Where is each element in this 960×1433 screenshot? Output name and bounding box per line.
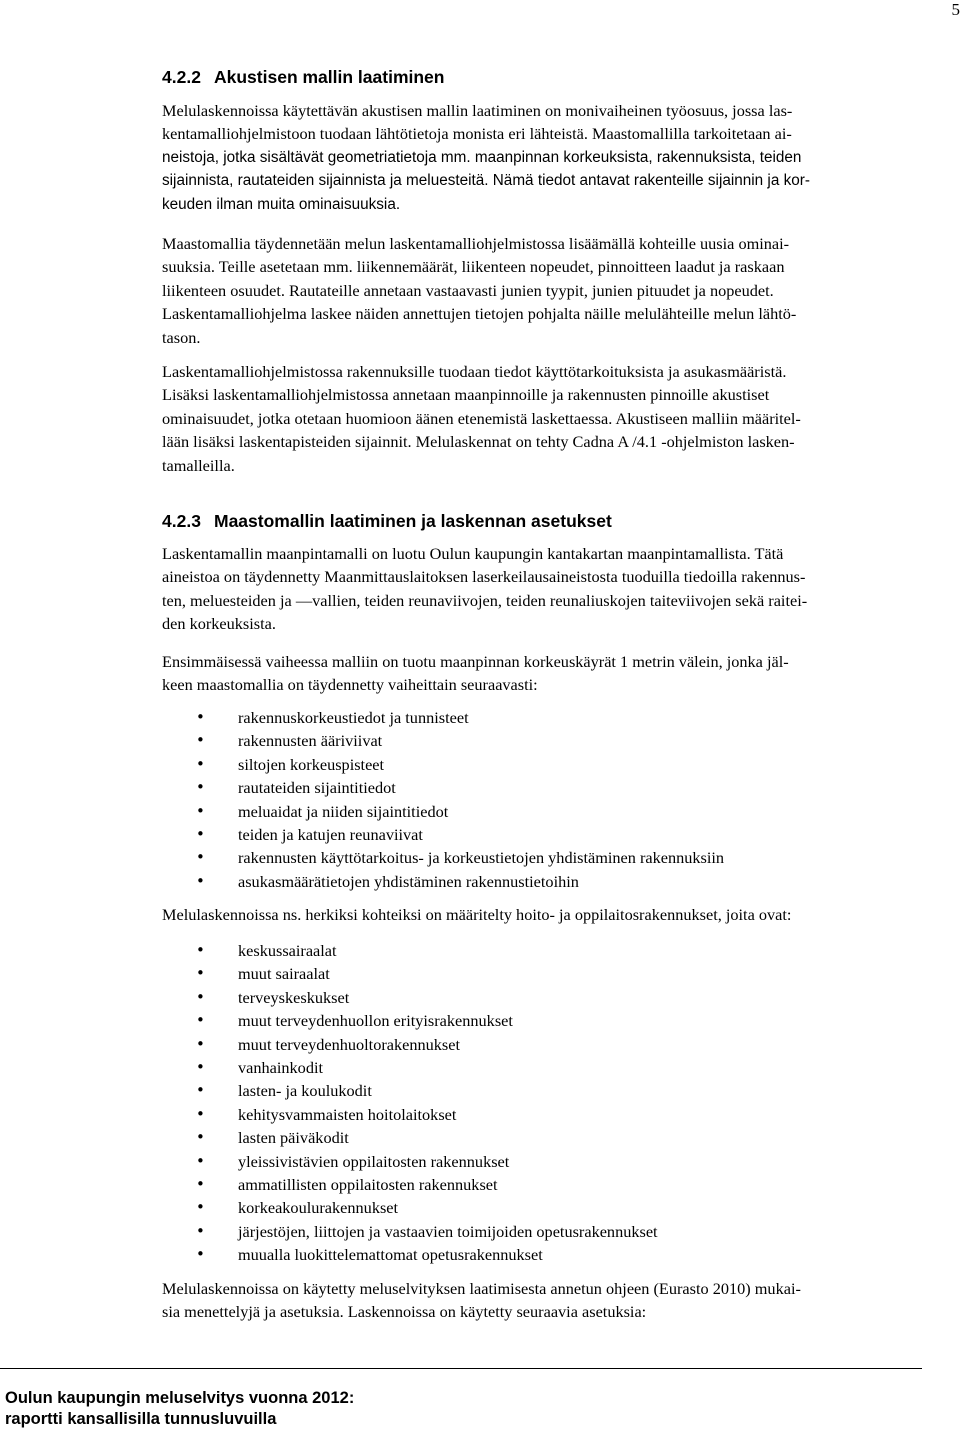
text-line: tamalleilla. bbox=[162, 455, 235, 475]
list-item-label: ammatillisten oppilaitosten rakennukset bbox=[238, 1174, 498, 1194]
text-line: Maastomallia täydennetään melun laskentamalliohjelmistossa lisäämällä kohteille uusia ominai- bbox=[162, 234, 790, 253]
list-item-label: terveyskeskukset bbox=[238, 987, 350, 1007]
list-item-label: keskussairaalat bbox=[238, 941, 337, 960]
list-item-label: yleissivistävien oppilaitosten rakennukset bbox=[238, 1151, 510, 1171]
bullet-icon: • bbox=[196, 778, 205, 797]
list-item-label: lasten päiväkodit bbox=[238, 1128, 349, 1148]
paragraph bbox=[162, 99, 960, 216]
text-line: tason. bbox=[162, 327, 201, 347]
text-line: keen maastomallia on täydennetty vaiheittain seuraavasti: bbox=[162, 675, 538, 695]
text-line: Lisäksi laskentamalliohjelmistossa annetaan maanpinnoille ja rakennusten pinnoille akustiset bbox=[162, 385, 770, 405]
bullet-icon: • bbox=[196, 754, 205, 773]
text-line: Melulaskennoissa ns. herkiksi kohteiksi on määritelty hoito- ja oppilaitosrakennukset, joita ovat: bbox=[162, 905, 792, 924]
paragraph bbox=[162, 903, 960, 926]
bullet-icon: • bbox=[196, 1245, 205, 1264]
bullet-icon: • bbox=[196, 941, 205, 959]
paragraph bbox=[162, 360, 960, 477]
bullet-icon: • bbox=[196, 1174, 205, 1193]
list-item-label: muualla luokittelemattomat opetusrakennukset bbox=[238, 1245, 543, 1265]
text-line: liikenteen osuudet. Rautateille annetaan vastaavasti junien tyypit, junien pituudet ja nopeudet. bbox=[162, 280, 774, 300]
list-item-label: siltojen korkeuspisteet bbox=[238, 754, 385, 774]
bullet-icon: • bbox=[196, 848, 205, 867]
list-item-label: muut terveydenhuoltorakennukset bbox=[238, 1034, 460, 1054]
text-line: ominaisuudet, jotka otetaan huomioon äänen etenemistä laskettaessa. Akustiseen malliin määritel- bbox=[162, 408, 801, 428]
list-item-label: kehitysvammaisten hoitolaitokset bbox=[238, 1104, 457, 1124]
bullet-icon: • bbox=[196, 1057, 205, 1076]
text-line: Laskentamalliohjelmistossa rakennuksille tuodaan tiedot käyttötarkoituksista ja asukasmääristä. bbox=[162, 362, 787, 381]
bullet-icon: • bbox=[196, 1151, 205, 1170]
footer-line: Oulun kaupungin meluselvitys vuonna 2012: bbox=[5, 1389, 355, 1407]
list-item-label: muut sairaalat bbox=[238, 964, 330, 984]
footer-line: raportti kansallisilla tunnusluvuilla bbox=[5, 1410, 277, 1428]
bullet-icon: • bbox=[196, 964, 205, 983]
list-item-label: meluaidat ja niiden sijaintitiedot bbox=[238, 801, 449, 821]
list-item-label: järjestöjen, liittojen ja vastaavien toimijoiden opetusrakennukset bbox=[238, 1221, 658, 1241]
section-heading-4-2-3 bbox=[162, 510, 612, 532]
text-line: Laskentamalliohjelma laskee näiden annettujen tietojen pohjalta näille melulähteille melun lähtö- bbox=[162, 304, 797, 324]
text-line: Melulaskennoissa käytettävän akustisen mallin laatiminen on monivaiheinen työosuus, jossa las- bbox=[162, 101, 793, 120]
paragraph bbox=[162, 1277, 960, 1324]
list-item-label: vanhainkodit bbox=[238, 1057, 324, 1077]
bullet-icon: • bbox=[196, 987, 205, 1006]
paragraph bbox=[162, 232, 960, 349]
list-item-label: rakennusten ääriviivat bbox=[238, 731, 383, 751]
list-item-label: rakennuskorkeustiedot ja tunnisteet bbox=[238, 708, 469, 727]
list-item-label: muut terveydenhuollon erityisrakennukset bbox=[238, 1011, 513, 1031]
bullet-icon: • bbox=[196, 1011, 205, 1030]
text-line: Ensimmäisessä vaiheessa malliin on tuotu maanpinnan korkeuskäyrät 1 metrin välein, jonka jäl- bbox=[162, 652, 789, 671]
section-heading-4-2-2 bbox=[162, 66, 444, 88]
text-line: Laskentamallin maanpintamalli on luotu Oulun kaupungin kantakartan maanpintamallista. Tätä bbox=[162, 544, 784, 563]
bullet-icon: • bbox=[196, 1034, 205, 1053]
list-item-label: korkeakoulurakennukset bbox=[238, 1198, 399, 1218]
bullet-icon: • bbox=[196, 1198, 205, 1217]
bullet-icon: • bbox=[196, 708, 205, 726]
text-line: den korkeuksista. bbox=[162, 614, 276, 634]
bullet-icon: • bbox=[196, 824, 205, 843]
list-item-label: lasten- ja koulukodit bbox=[238, 1081, 372, 1101]
page-footer bbox=[5, 1388, 354, 1430]
footer-divider bbox=[0, 1368, 922, 1369]
list-item-label: rautateiden sijaintitiedot bbox=[238, 778, 396, 798]
section-number: 4.2.3 bbox=[162, 511, 201, 531]
paragraph bbox=[162, 542, 960, 636]
bullet-icon: • bbox=[196, 1081, 205, 1100]
text-line: sia menettelyjä ja asetuksia. Laskennoissa on käytetty seuraavia asetuksia: bbox=[162, 1302, 647, 1322]
text-line: ten, meluesteiden ja —vallien, teiden reunaviivojen, teiden reunaliuskojen taiteviivojen sekä raitei- bbox=[162, 590, 808, 610]
section-title: Maastomallin laatiminen ja laskennan asetukset bbox=[214, 511, 612, 531]
page-number: 5 bbox=[951, 0, 960, 19]
bullet-icon: • bbox=[196, 1104, 205, 1123]
text-line: kentamalliohjelmistoon tuodaan lähtötietoja monista eri lähteistä. Maastomallilla tarkoitetaan ai- bbox=[162, 124, 792, 144]
bullet-icon: • bbox=[196, 1221, 205, 1240]
bullet-icon: • bbox=[196, 801, 205, 820]
list-item-label: asukasmäärätietojen yhdistäminen rakennustietoihin bbox=[238, 871, 579, 891]
bullet-icon: • bbox=[196, 731, 205, 750]
list-item-label: rakennusten käyttötarkoitus- ja korkeustietojen yhdistäminen rakennuksiin bbox=[238, 848, 725, 868]
text-line: Melulaskennoissa on käytetty meluselvityksen laatimisesta annetun ohjeen (Eurasto 2010) mukai- bbox=[162, 1279, 801, 1298]
section-title: Akustisen mallin laatiminen bbox=[214, 67, 445, 87]
text-line: keuden ilman muita ominaisuuksia. bbox=[162, 195, 401, 213]
text-line: aineistoa on täydennetty Maanmittauslaitoksen laserkeilausaineistosta tuoduilla tiedoilla rakennus- bbox=[162, 567, 806, 587]
text-line: sijainnista, rautateiden sijainnista ja meluesteitä. Nämä tiedot antavat rakenteille sijainnin ja kor- bbox=[162, 172, 810, 190]
bullet-icon: • bbox=[196, 871, 205, 890]
bullet-icon: • bbox=[196, 1128, 205, 1147]
section-number: 4.2.2 bbox=[162, 67, 201, 87]
text-line: lään lisäksi laskentapisteiden sijainnit. Melulaskennat on tehty Cadna A /4.1 -ohjelmiston lasken- bbox=[162, 432, 795, 452]
text-line: suuksia. Teille asetetaan mm. liikennemäärät, liikenteen nopeudet, pinnoitteen laadut ja raskaan bbox=[162, 257, 785, 277]
list-item-label: teiden ja katujen reunaviivat bbox=[238, 824, 423, 844]
text-line: neistoja, jotka sisältävät geometriatietoja mm. maanpinnan korkeuksista, rakennuksista, teiden bbox=[162, 148, 802, 166]
paragraph bbox=[162, 650, 960, 697]
